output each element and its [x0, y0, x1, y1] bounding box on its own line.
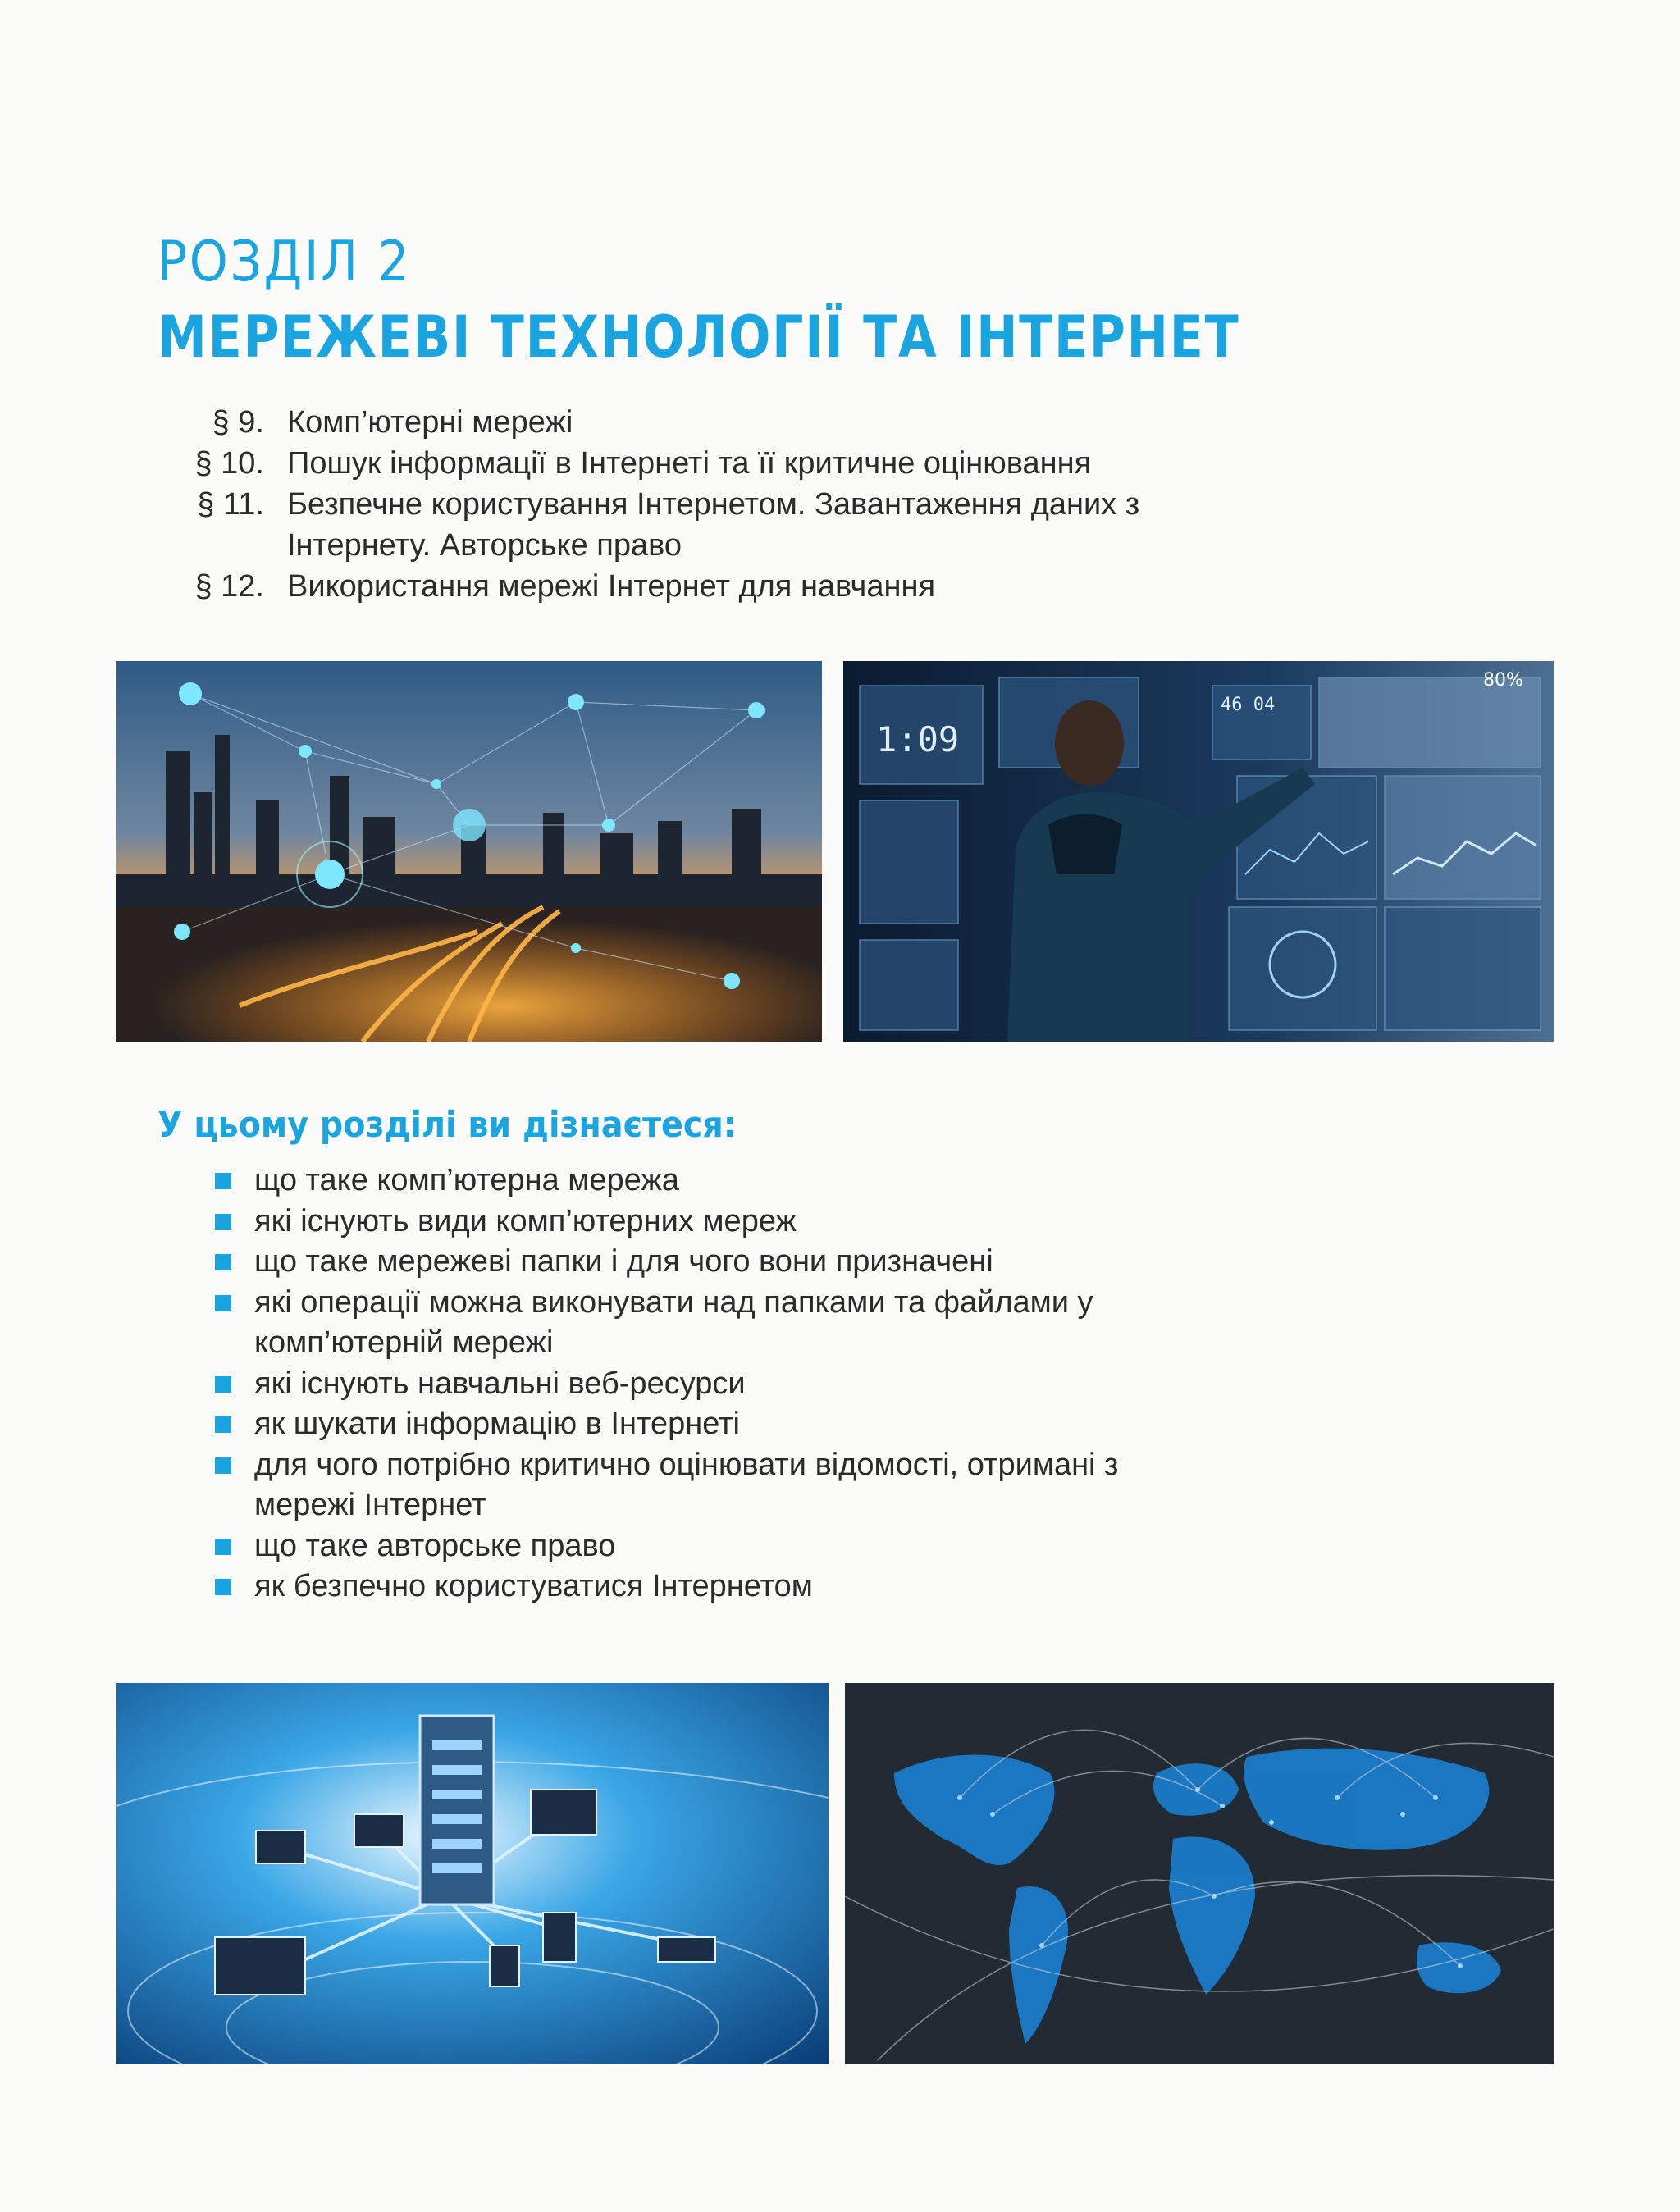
list-item [215, 1445, 1199, 1526]
server-network-photo [116, 1683, 829, 2064]
list-item [215, 1364, 1199, 1405]
list-item-text: що таке авторське право [254, 1528, 616, 1563]
square-bullet-icon [215, 1539, 231, 1555]
toc-text: Використання мережі Інтернет для навчання [287, 569, 936, 604]
toc-item [172, 484, 1239, 566]
toc-text: Пошук інформації в Інтернеті та її критичне оцінювання [287, 446, 1092, 481]
toc-number: § 12. [194, 569, 264, 604]
list-item-text: які операції можна виконувати над папками та файлами у комп’ютерній мережі [254, 1284, 1093, 1360]
square-bullet-icon [215, 1416, 231, 1433]
square-bullet-icon [215, 1457, 231, 1474]
chapter-label: РОЗДІЛ 2 [158, 230, 412, 294]
list-item [215, 1283, 1199, 1364]
square-bullet-icon [215, 1173, 231, 1189]
square-bullet-icon [215, 1214, 231, 1230]
list-item [215, 1404, 1199, 1445]
square-bullet-icon [215, 1376, 231, 1393]
toc-number: § 11. [197, 487, 264, 522]
list-item-text: як шукати інформацію в Інтернеті [254, 1407, 740, 1441]
list-item-text: що таке комп’ютерна мережа [254, 1163, 679, 1197]
list-item-text: як безпечно користуватися Інтернетом [254, 1569, 813, 1603]
list-item [215, 1242, 1199, 1283]
list-item-text: які існують навчальні веб-ресурси [254, 1366, 746, 1401]
panel-readout: 46 04 [1221, 695, 1276, 715]
list-item-text: що таке мережеві папки і для чого вони призначені [254, 1244, 993, 1279]
percent-readout: 80% [1483, 670, 1523, 691]
table-of-contents [172, 402, 1239, 607]
toc-text: Комп’ютерні мережі [287, 405, 573, 440]
list-item-text: для чого потрібно критично оцінювати відомості, отримані з мережі Інтернет [254, 1447, 1119, 1522]
list-item [215, 1202, 1199, 1243]
clock-readout: 1:09 [876, 719, 960, 759]
city-network-photo [116, 661, 822, 1042]
list-item-text: які існують види комп’ютерних мереж [254, 1203, 797, 1238]
man-dashboard-photo [843, 661, 1554, 1042]
list-item [215, 1526, 1199, 1567]
toc-text: Безпечне користування Інтернетом. Завантаження даних з Інтернету. Авторське право [287, 487, 1140, 563]
toc-number: § 10. [194, 446, 264, 481]
chapter-title: МЕРЕЖЕВІ ТЕХНОЛОГІЇ ТА ІНТЕРНЕТ [158, 303, 1240, 371]
learn-heading: У цьому розділі ви дізнаєтеся: [158, 1104, 737, 1146]
toc-number: § 9. [212, 405, 264, 440]
toc-item [172, 566, 1239, 607]
learn-list [215, 1161, 1199, 1608]
square-bullet-icon [215, 1295, 231, 1311]
square-bullet-icon [215, 1579, 231, 1595]
square-bullet-icon [215, 1254, 231, 1270]
list-item [215, 1161, 1199, 1202]
toc-item [172, 402, 1239, 443]
world-map-photo [845, 1683, 1554, 2064]
toc-item [172, 443, 1239, 484]
list-item [215, 1567, 1199, 1608]
